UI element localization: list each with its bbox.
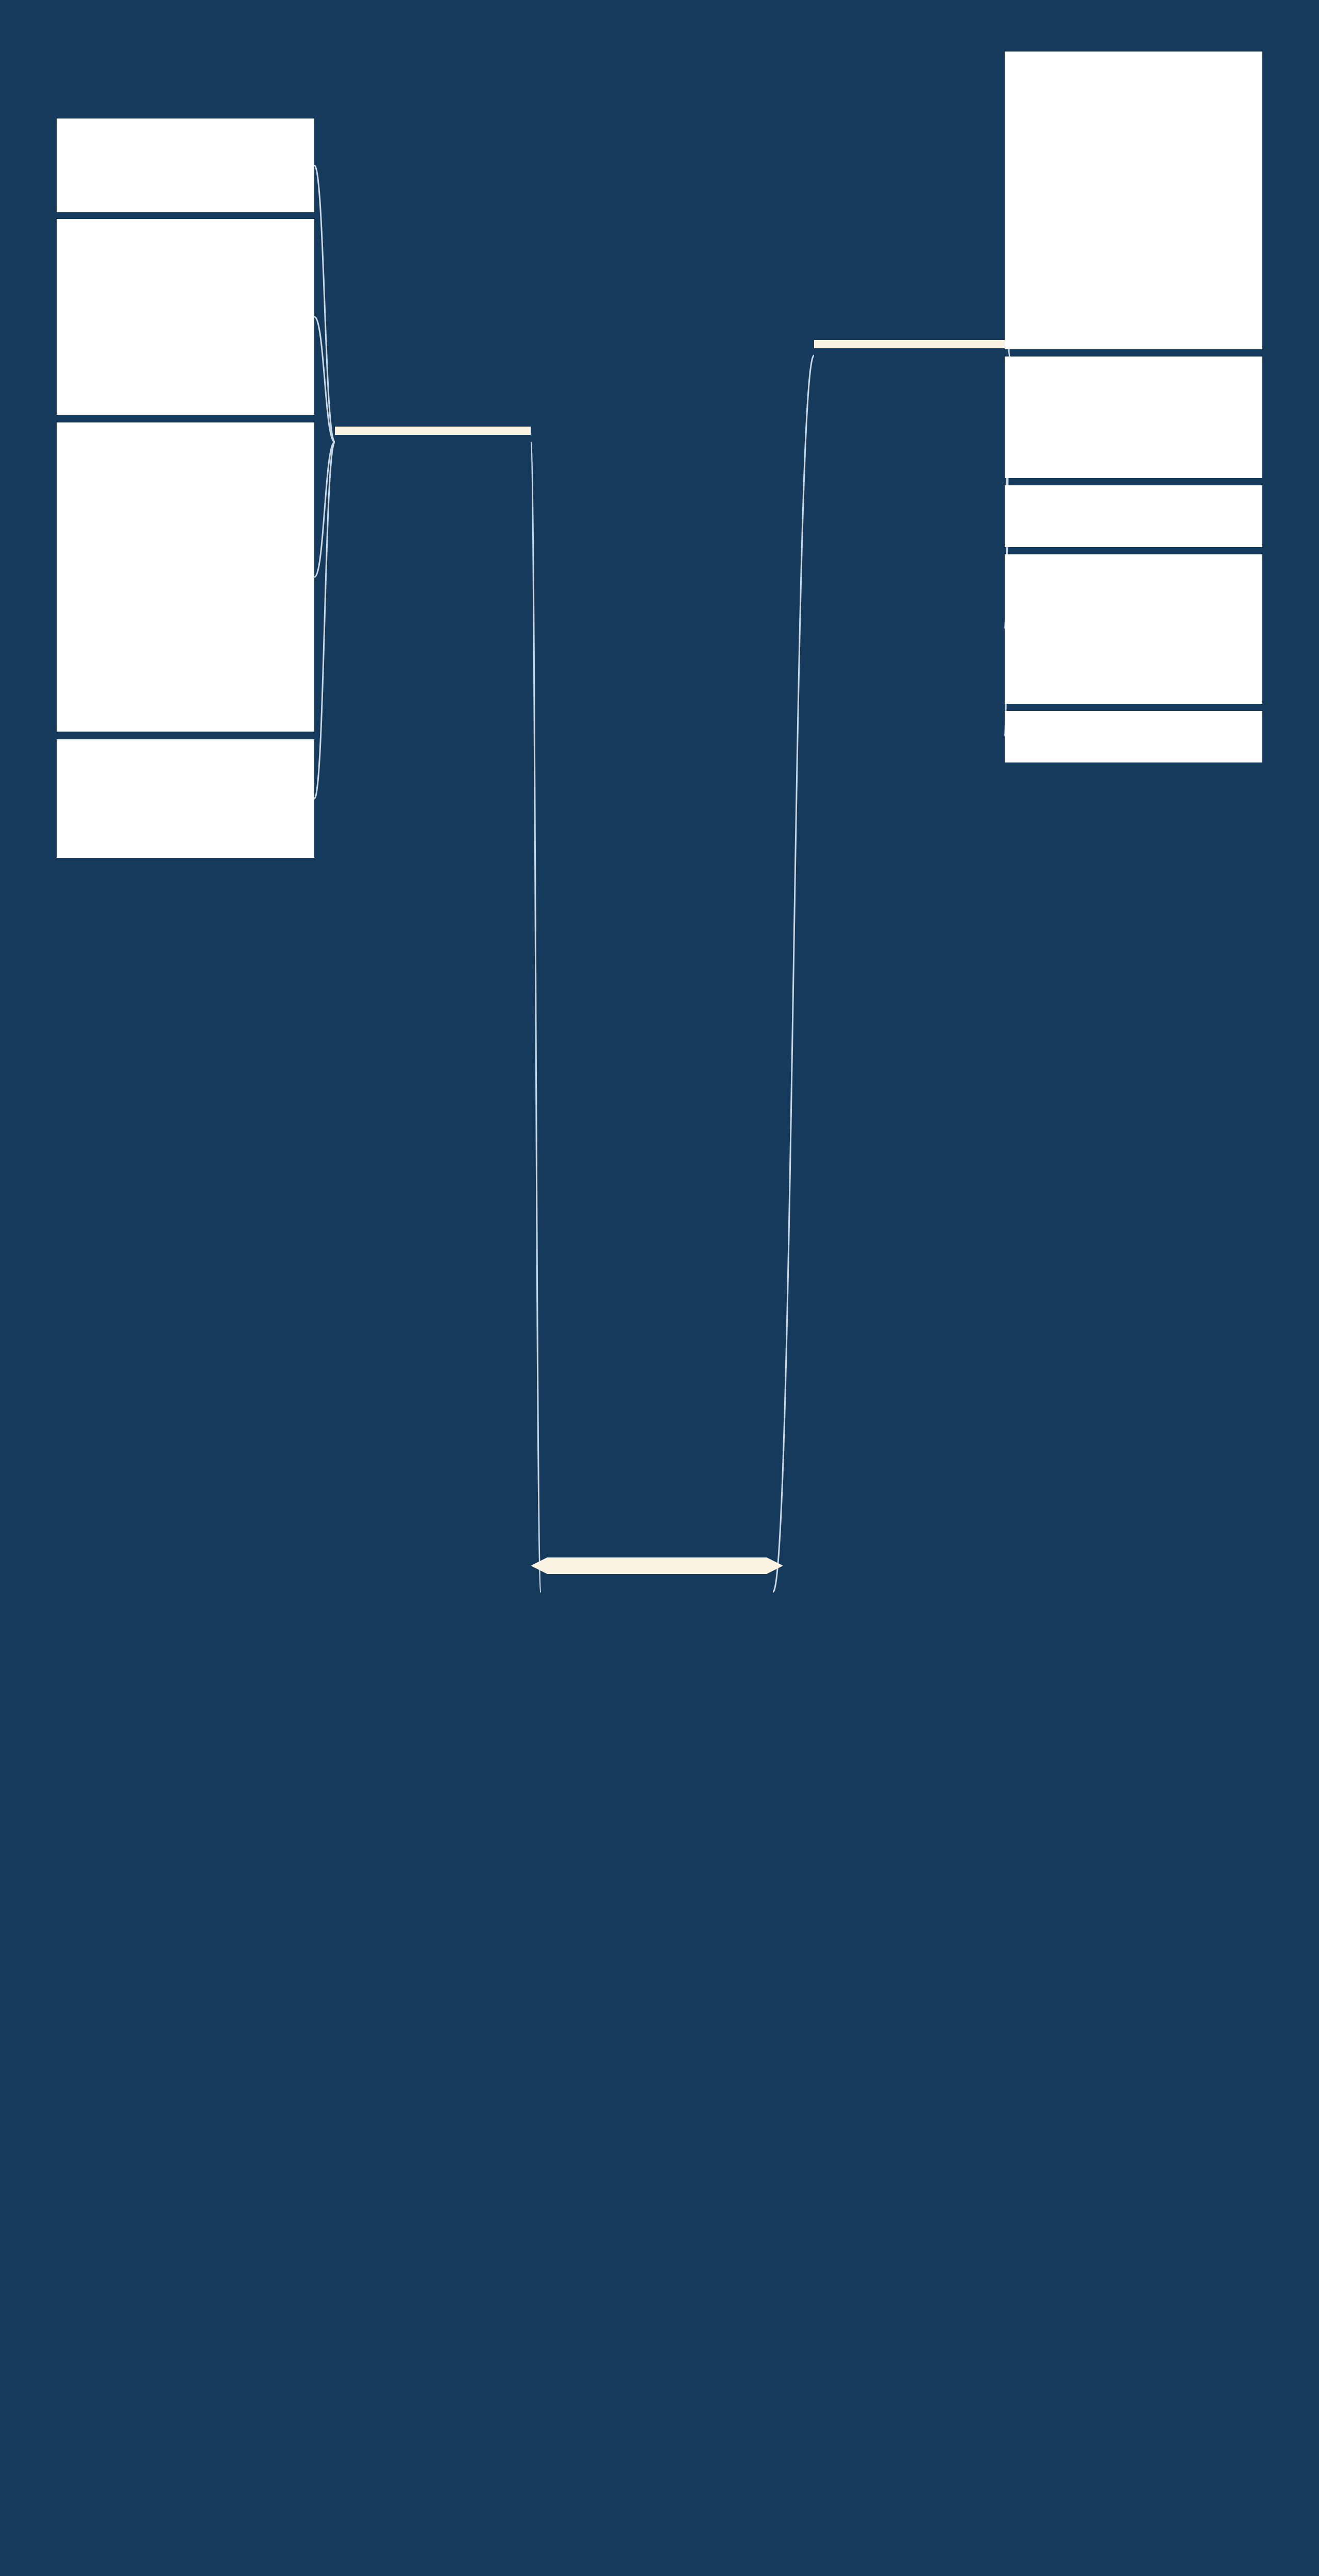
root-branch-link-2 xyxy=(531,442,541,1592)
branch-leaf-link-2-1 xyxy=(314,165,335,442)
leaf-note-1-5[interactable] xyxy=(1005,554,1262,704)
leaf-note-1-2[interactable] xyxy=(1005,199,1262,349)
branch-topic-1[interactable] xyxy=(814,340,1010,348)
root-topic[interactable] xyxy=(531,1557,783,1574)
leaf-note-1-3[interactable] xyxy=(1005,357,1262,478)
leaf-note-2-3[interactable] xyxy=(57,422,314,732)
leaf-note-1-4[interactable] xyxy=(1005,485,1262,547)
branch-leaf-link-2-3 xyxy=(314,442,335,577)
branch-leaf-link-2-4 xyxy=(314,442,335,799)
leaf-note-2-2[interactable] xyxy=(57,219,314,415)
leaf-note-2-4[interactable] xyxy=(57,739,314,858)
branch-leaf-link-2-2 xyxy=(314,317,335,442)
branch-topic-2[interactable] xyxy=(335,427,531,435)
leaf-note-2-1[interactable] xyxy=(57,118,314,212)
root-branch-link-1 xyxy=(773,355,814,1592)
leaf-note-1-6[interactable] xyxy=(1005,711,1262,762)
